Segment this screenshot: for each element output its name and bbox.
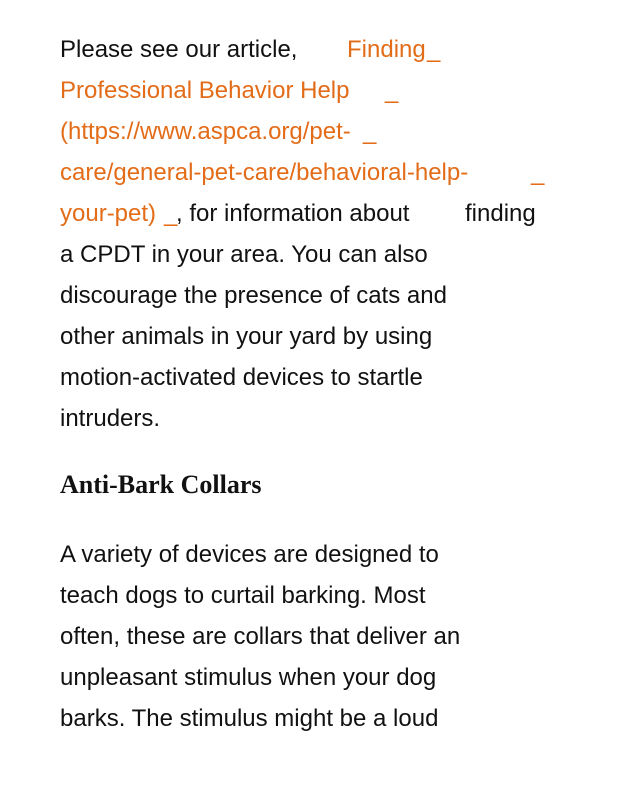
paragraph-line: discourage the presence of cats and — [60, 282, 447, 309]
article-link-part[interactable]: Professional Behavior Help — [60, 77, 350, 104]
paragraph-line — [60, 153, 545, 193]
intro-text: Please see our article, — [60, 36, 298, 63]
paragraph-line: A variety of devices are designed to — [60, 541, 439, 568]
paragraph-line: teach dogs to curtail barking. Most — [60, 582, 426, 609]
paragraph-line: intruders. — [60, 405, 161, 432]
section-heading: Anti-Bark Collars — [60, 470, 262, 499]
paragraph-line — [60, 30, 441, 70]
paragraph-line — [60, 112, 377, 152]
paragraph-line — [60, 71, 399, 111]
article-link-part[interactable]: Finding — [347, 36, 426, 63]
link-underline-mark: _ — [385, 77, 399, 104]
article-link-part[interactable]: your-pet) — [60, 200, 157, 227]
paragraph-line: other animals in your yard by using — [60, 323, 433, 350]
link-underline-mark: _ — [164, 200, 178, 227]
paragraph-line: barks. The stimulus might be a loud — [60, 705, 439, 732]
paragraph-line: often, these are collars that deliver an — [60, 623, 461, 650]
paragraph-line: unpleasant stimulus when your dog — [60, 664, 437, 691]
link-underline-mark: _ — [531, 159, 545, 186]
link-underline-mark: _ — [427, 36, 441, 63]
finding-word: finding — [465, 200, 536, 227]
paragraph-line: motion-activated devices to startle — [60, 364, 423, 391]
paragraph-line — [60, 194, 536, 234]
link-underline-mark: _ — [363, 118, 377, 145]
paragraph-line: a CPDT in your area. You can also — [60, 241, 428, 268]
after-link-text: , for information about — [176, 200, 410, 227]
article-link-part[interactable]: care/general-pet-care/behavioral-help- — [60, 159, 469, 186]
article-link-part[interactable]: (https://www.aspca.org/pet- — [60, 118, 351, 145]
